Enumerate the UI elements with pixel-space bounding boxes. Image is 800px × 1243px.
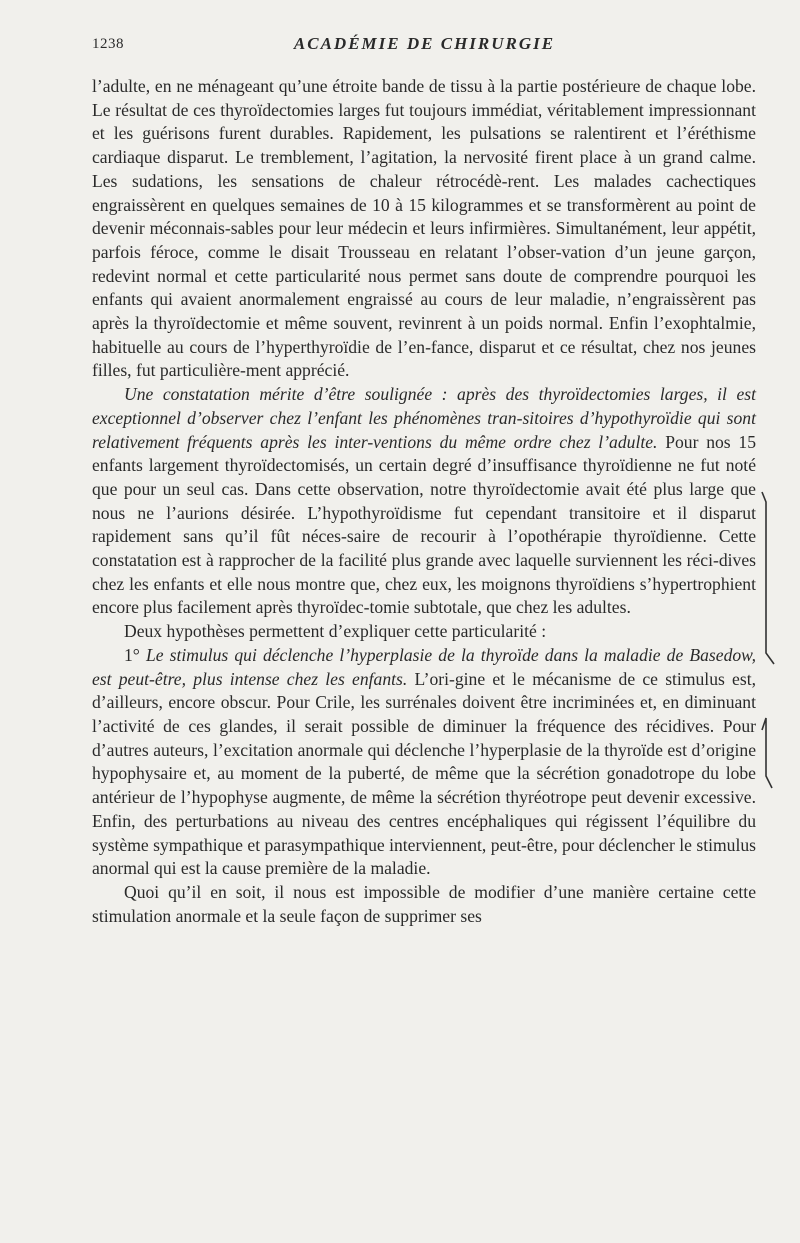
paragraph-conclusion-text: Quoi qu’il en soit, il nous est impossible de modifier d’une manière certaine cette stimulation anormale et la seule façon de supprimer ses [92,881,756,926]
paragraph-hypothesis-one-emphasis: Le stimulus qui déclenche l’hyperplasie de la thyroïde dans la maladie de Basedow, est peut-être, plus intense chez les enfants. [92,644,756,689]
paragraph-two-hypotheses [92,620,756,644]
margin-bracket-mark-lower [760,712,780,792]
margin-bracket-mark [760,488,780,668]
paragraph-two-hypotheses-text: Deux hypothèses permettent d’expliquer cette particularité : [124,621,547,642]
paragraph-hypothyroidism [92,383,756,620]
page-header [92,34,757,58]
paragraph-hypothesis-one-number: 1° [124,644,146,665]
paragraph-hypothyroidism-text: Pour nos 15 enfants largement thyroïdectomisés, un certain degré d’insuffisance thyroïdienne ne fut noté que pour un seul cas. Dans cette observation, notre thyroïdectomie avait été plus large que nous ne l’aurions désirée. L’hypothyroïdisme fut cependant transitoire et il disparut rapidement sans qu’il fût néces-saire de recourir à l’opothérapie thyroïdienne. Cette constatation est à rapprocher de la facilité plus grande avec laquelle surviennent les réci-dives chez les enfants et elle nous montre que, chez eux, les moignons thyroïdiens s’hypertrophient encore plus facilement après thyroïdec-tomie subtotale, que chez les adultes. [92,431,756,618]
paragraph-hypothesis-one-text: L’ori-gine et le mécanisme de ce stimulus est, d’ailleurs, encore obscur. Pour Crile, les surrénales doivent être incriminées et, en diminuant l’activité de ces glandes, il serait possible de diminuer la fréquence des récidives. Pour d’autres auteurs, l’excitation anormale qui déclenche l’hyperplasie de la thyroïde est d’origine hypophysaire et, au moment de la puberté, de même que la sécrétion gonadotrope du lobe antérieur de l’hypophyse augmente, de même la sécrétion thyréotrope peut devenir excessive. Enfin, des perturbations au niveau des centres encéphaliques qui régissent l’équilibre du système sympathique et parasympathique interviennent, peut-être, pour déclencher le stimulus anormal qui est la cause première de la maladie. [92,668,756,879]
paragraph-results [92,75,756,383]
paragraph-results-text: l’adulte, en ne ménageant qu’une étroite bande de tissu à la partie postérieure de chaque lobe. Le résultat de ces thyroïdectomies larges fut toujours immédiat, véritablement impressionnant et les guérisons furent durables. Rapidement, les pulsations se ralentirent et l’éréthisme cardiaque disparut. Le tremblement, l’agitation, la nervosité firent place à un grand calme. Les sudations, les sensations de chaleur rétrocédè-rent. Les malades cachectiques engraissèrent en quelques semaines de 10 à 15 kilogrammes et se transformèrent au point de devenir méconnais-sables pour leur médecin et leurs infirmières. Simultanément, leur appétit, parfois féroce, comme le disait Trousseau en relatant l’obser-vation d’un jeune garçon, redevint normal et cette particularité nous permet sans doute de comprendre pourquoi les enfants qui avaient anormalement engraissé au cours de leur maladie, n’engraissèrent pas après la thyroïdectomie et même souvent, revinrent à un poids normal. Enfin l’exophtalmie, habituelle au cours de l’hyperthyroïdie de l’en-fance, disparut et ce résultat, chez nos jeunes filles, fut particulière-ment apprécié. [92,76,756,381]
paragraph-hypothesis-one [92,644,756,881]
paragraph-hypothyroidism-emphasis: Une constatation mérite d’être soulignée : après des thyroïdectomies larges, il est exceptionnel d’observer chez l’enfant les phénomènes tran-sitoires d’hypothyroïdie qui sont relativement fréquents après les inter-ventions du même ordre chez l’adulte. [92,384,756,452]
running-title: ACADÉMIE DE CHIRURGIE [293,34,556,53]
body-text [92,75,756,928]
page-number: 1238 [92,36,124,52]
paragraph-conclusion [92,881,756,928]
